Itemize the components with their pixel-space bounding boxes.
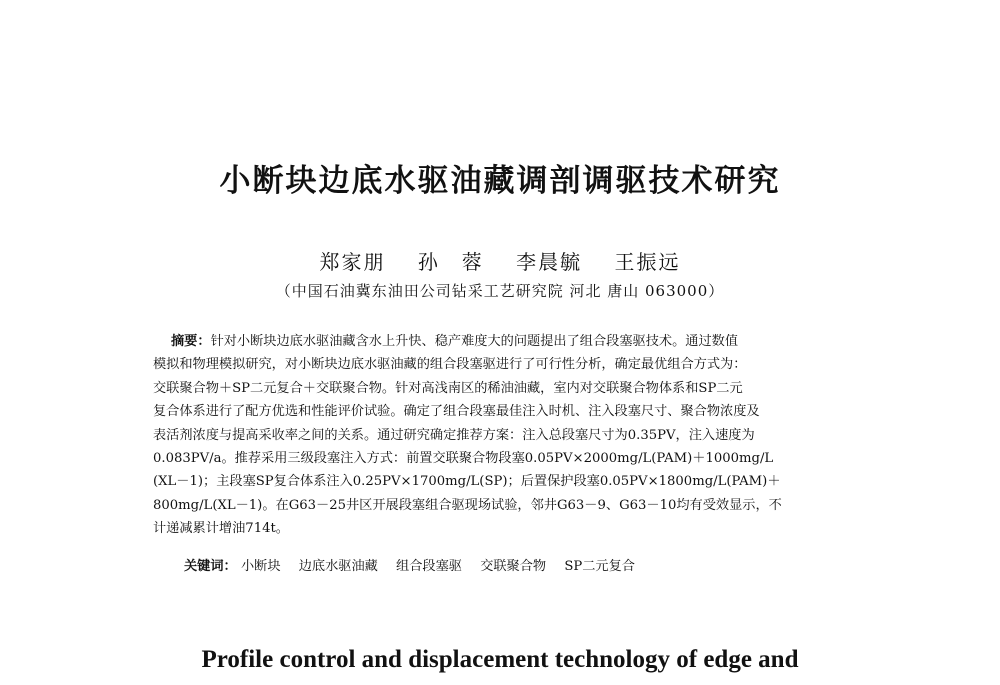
author-name: 李晨毓 bbox=[516, 250, 583, 274]
abstract-line: 800mg/L(XL－1)。在G63－25井区开展段塞组合驱现场试验，邻井G63－9、G63－10均有受效显示，不 bbox=[153, 497, 782, 513]
keyword: 组合段塞驱 bbox=[396, 559, 462, 574]
author-name: 郑家朋 bbox=[319, 250, 386, 274]
keywords-label: 关键词： bbox=[184, 559, 237, 574]
paper-title-english: Profile control and displacement technology of edge and bbox=[201, 646, 799, 673]
abstract-line: 模拟和物理模拟研究，对小断块边底水驱油藏的组合段塞驱进行了可行性分析，确定最优组合方式为： bbox=[153, 357, 747, 373]
paper-title-chinese: 小断块边底水驱油藏调剖调驱技术研究 bbox=[219, 163, 781, 199]
keyword: 交联聚合物 bbox=[480, 559, 547, 574]
author-name: 王振远 bbox=[614, 250, 681, 274]
abstract-line bbox=[153, 330, 849, 353]
keywords-block bbox=[184, 555, 649, 574]
author-name: 孙 蓉 bbox=[417, 250, 484, 274]
abstract-text: 针对小断块边底水驱油藏含水上升快、稳产难度大的问题提出了组合段塞驱技术。通过数值 bbox=[210, 334, 739, 349]
abstract-line: 交联聚合物＋SP二元复合＋交联聚合物。针对高浅南区的稀油油藏，室内对交联聚合物体系和SP二元 bbox=[153, 380, 743, 396]
keyword: SP二元复合 bbox=[564, 559, 635, 574]
abstract-line: (XL－1)；主段塞SP复合体系注入0.25PV×1700mg/L(SP)；后置保护段塞0.05PV×1800mg/L(PAM)＋ bbox=[153, 474, 781, 490]
abstract-line: 表活剂浓度与提高采收率之间的关系。通过研究确定推荐方案：注入总段塞尺寸为0.35PV，注入速度为 bbox=[153, 427, 755, 443]
abstract-label: 摘要： bbox=[171, 334, 211, 349]
abstract-line: 0.083PV/a。推荐采用三级段塞注入方式：前置交联聚合物段塞0.05PV×2000mg/L(PAM)＋1000mg/L bbox=[153, 451, 774, 467]
abstract-block bbox=[153, 330, 849, 541]
abstract-line: 复合体系进行了配方优选和性能评价试验。确定了组合段塞最佳注入时机、注入段塞尺寸、聚合物浓度及 bbox=[153, 404, 760, 420]
keyword: 小断块 bbox=[240, 559, 281, 574]
author-affiliation: （中国石油冀东油田公司钻采工艺研究院 河北 唐山 063000） bbox=[275, 282, 725, 300]
abstract-line: 计递减累计增油714t。 bbox=[153, 521, 289, 537]
author-list bbox=[0, 246, 1000, 275]
keyword: 边底水驱油藏 bbox=[298, 559, 378, 574]
